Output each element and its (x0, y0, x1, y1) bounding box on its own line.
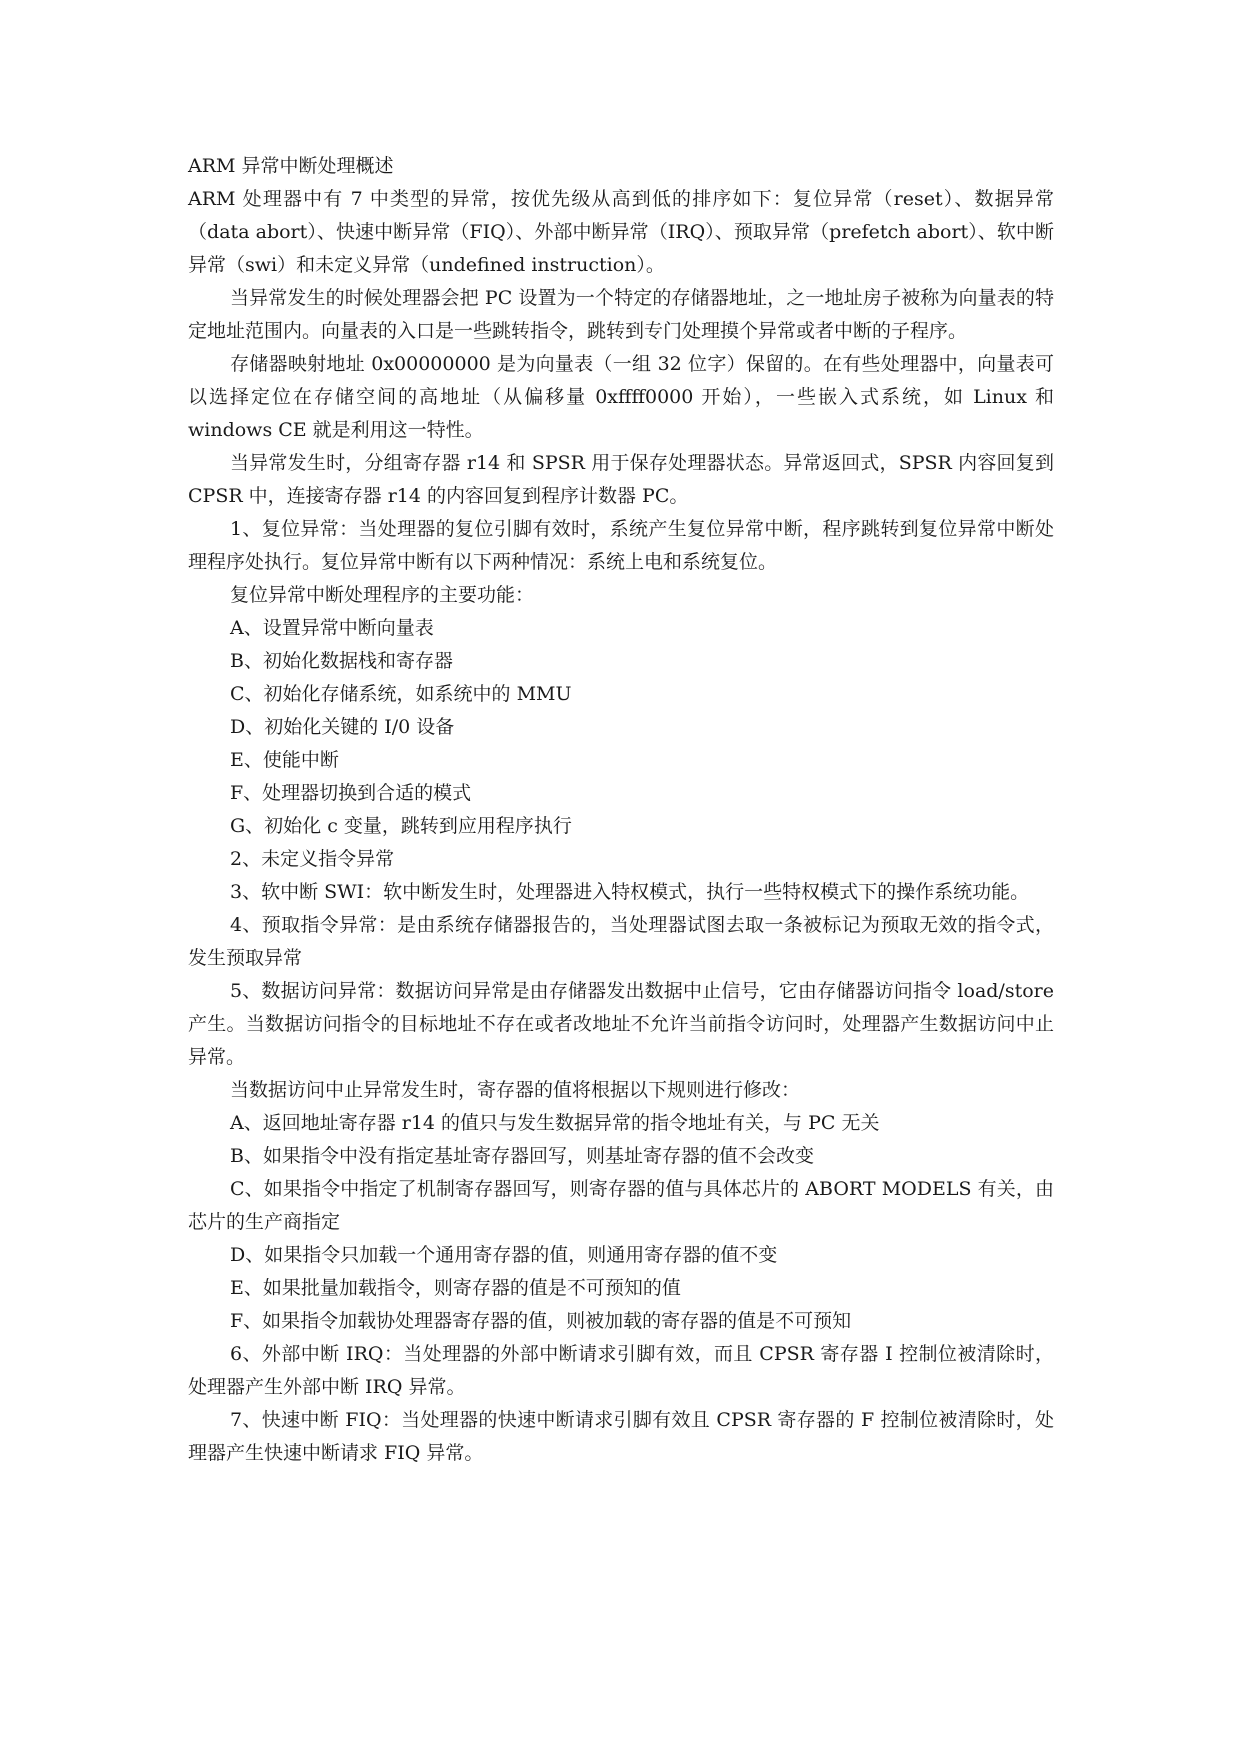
paragraph: A、设置异常中断向量表 (230, 617, 434, 639)
paragraph: 5、数据访问异常：数据访问异常是由存储器发出数据中止信号，它由存储器访问指令 load/store 产生。当数据访问指令的目标地址不存在或者改地址不允许当前指令访问时，处理器产生数据访问中止异常。 (188, 980, 1054, 1068)
paragraph: 6、外部中断 IRQ：当处理器的外部中断请求引脚有效，而且 CPSR 寄存器 I 控制位被清除时，处理器产生外部中断 IRQ 异常。 (188, 1343, 1054, 1398)
paragraph: B、初始化数据栈和寄存器 (230, 650, 453, 672)
paragraph: 当数据访问中止异常发生时，寄存器的值将根据以下规则进行修改： (230, 1079, 801, 1101)
paragraph: C、如果指令中指定了机制寄存器回写，则寄存器的值与具体芯片的 ABORT MODELS 有关，由芯片的生产商指定 (188, 1178, 1054, 1233)
document-page (188, 150, 1054, 1470)
paragraph: 复位异常中断处理程序的主要功能： (230, 584, 535, 606)
paragraph: E、如果批量加载指令，则寄存器的值是不可预知的值 (230, 1277, 681, 1299)
paragraph: C、初始化存储系统，如系统中的 MMU (230, 683, 572, 705)
paragraph: B、如果指令中没有指定基址寄存器回写，则基址寄存器的值不会改变 (230, 1145, 814, 1167)
paragraph: A、返回地址寄存器 r14 的值只与发生数据异常的指令地址有关，与 PC 无关 (230, 1112, 880, 1134)
paragraph: 当异常发生时，分组寄存器 r14 和 SPSR 用于保存处理器状态。异常返回式，SPSR 内容回复到 CPSR 中，连接寄存器 r14 的内容回复到程序计数器 PC。 (188, 452, 1054, 507)
paragraph: 1、复位异常：当处理器的复位引脚有效时，系统产生复位异常中断，程序跳转到复位异常中断处理程序处执行。复位异常中断有以下两种情况：系统上电和系统复位。 (188, 518, 1054, 573)
paragraph: E、使能中断 (230, 749, 339, 771)
paragraph: 4、预取指令异常：是由系统存储器报告的，当处理器试图去取一条被标记为预取无效的指令式，发生预取异常 (188, 914, 1054, 969)
paragraph: 3、软中断 SWI：软中断发生时，处理器进入特权模式，执行一些特权模式下的操作系统功能。 (230, 881, 1030, 903)
paragraph: 2、未定义指令异常 (230, 848, 395, 870)
paragraph: 7、快速中断 FIQ：当处理器的快速中断请求引脚有效且 CPSR 寄存器的 F 控制位被清除时，处理器产生快速中断请求 FIQ 异常。 (188, 1409, 1054, 1464)
document-body (188, 183, 1054, 1470)
paragraph: 当异常发生的时候处理器会把 PC 设置为一个特定的存储器地址，之一地址房子被称为向量表的特定地址范围内。向量表的入口是一些跳转指令，跳转到专门处理摸个异常或者中断的子程序。 (188, 287, 1054, 342)
paragraph: G、初始化 c 变量，跳转到应用程序执行 (230, 815, 572, 837)
paragraph: 存储器映射地址 0x00000000 是为向量表（一组 32 位字）保留的。在有些处理器中，向量表可以选择定位在存储空间的高地址（从偏移量 0xffff0000 开始），一些嵌入式系统，如 Linux 和 windows CE 就是利用这一特性。 (188, 353, 1054, 441)
paragraph: ARM 处理器中有 7 中类型的异常，按优先级从高到低的排序如下：复位异常（reset）、数据异常（data abort）、快速中断异常（FIQ）、外部中断异常（IRQ）、预取异常（prefetch abort）、软中断异常（swi）和未定义异常（undefined instruction）。 (188, 188, 1054, 276)
paragraph: D、初始化关键的 I/0 设备 (230, 716, 455, 738)
paragraph: D、如果指令只加载一个通用寄存器的值，则通用寄存器的值不变 (230, 1244, 778, 1266)
paragraph: F、如果指令加载协处理器寄存器的值，则被加载的寄存器的值是不可预知 (230, 1310, 852, 1332)
paragraph: F、处理器切换到合适的模式 (230, 782, 472, 804)
document-title: ARM 异常中断处理概述 (188, 155, 394, 177)
